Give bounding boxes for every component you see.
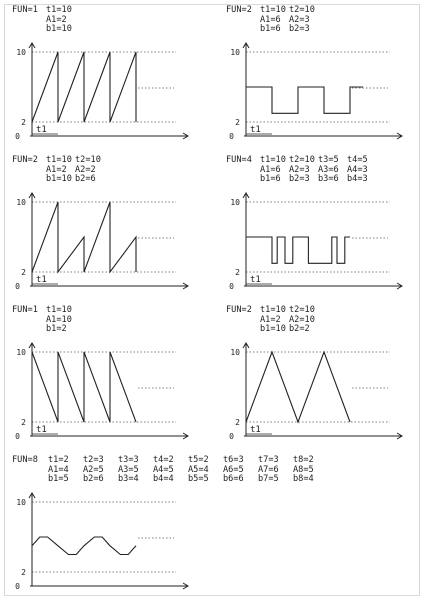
waveform-panel-fun2-alternating-sawtooth	[12, 156, 202, 296]
param-value: b2=3	[289, 24, 310, 35]
waveform-plot	[226, 306, 416, 446]
y-label-2: 2	[235, 418, 240, 427]
param-value: A1=2	[260, 314, 281, 325]
param-value: b4=3	[347, 174, 368, 185]
waveform-line	[246, 87, 363, 113]
y-label-0: 0	[229, 432, 234, 441]
param-value: b2=2	[289, 324, 310, 335]
waveform-line	[32, 352, 136, 422]
param-value: A7=6	[258, 464, 279, 475]
fun-label: FUN=4	[226, 155, 252, 165]
param-value: b1=6	[260, 174, 281, 185]
t1-label: t1	[36, 425, 47, 435]
t1-label: t1	[36, 125, 47, 135]
param-value: b2=6	[75, 174, 96, 185]
t1-label: t1	[36, 275, 47, 285]
param-value: t2=10	[289, 5, 315, 15]
waveform-line	[246, 237, 350, 263]
param-value: A2=10	[289, 314, 315, 325]
param-value: t7=3	[258, 455, 279, 465]
fun-label: FUN=2	[226, 305, 252, 315]
y-label-2: 2	[235, 118, 240, 127]
param-value: A3=5	[118, 464, 139, 475]
y-label-0: 0	[15, 582, 20, 591]
param-value: b5=5	[188, 474, 209, 485]
y-label-10: 10	[16, 48, 26, 57]
waveform-line	[246, 352, 350, 422]
param-value: t4=2	[153, 455, 174, 465]
param-value: A6=5	[223, 464, 244, 475]
param-value: b1=5	[48, 474, 69, 485]
y-label-10: 10	[16, 198, 26, 207]
param-value: b3=4	[118, 474, 139, 485]
param-value: t1=10	[260, 5, 286, 15]
y-label-0: 0	[229, 282, 234, 291]
fun-label: FUN=2	[12, 155, 38, 165]
fun-label: FUN=1	[12, 5, 38, 15]
param-value: t8=2	[293, 455, 314, 465]
param-value: t5=2	[188, 455, 209, 465]
waveform-plot	[226, 6, 416, 146]
param-value: b2=3	[289, 174, 310, 185]
waveform-line	[32, 537, 136, 555]
y-label-10: 10	[230, 348, 240, 357]
fun-label: FUN=2	[226, 5, 252, 15]
param-value: t2=10	[289, 305, 315, 315]
t1-label: t1	[250, 125, 261, 135]
waveform-plot	[226, 156, 416, 296]
y-label-0: 0	[15, 432, 20, 441]
param-value: A1=4	[48, 464, 69, 475]
param-value: t1=10	[260, 155, 286, 165]
param-value: b2=6	[83, 474, 104, 485]
y-label-2: 2	[21, 568, 26, 577]
param-value: A1=6	[260, 164, 281, 175]
param-value: A1=2	[46, 14, 67, 25]
fun-label: FUN=1	[12, 305, 38, 315]
param-value: t1=10	[46, 5, 72, 15]
param-value: A1=10	[46, 314, 72, 325]
y-label-2: 2	[235, 268, 240, 277]
param-value: t1=10	[46, 305, 72, 315]
param-value: t4=5	[347, 155, 368, 165]
y-label-0: 0	[15, 282, 20, 291]
param-value: b1=10	[46, 174, 72, 185]
param-value: b7=5	[258, 474, 279, 485]
param-value: t2=10	[75, 155, 101, 165]
t1-label: t1	[250, 275, 261, 285]
waveform-panel-fun4-multi-square	[226, 156, 416, 296]
waveform-panel-fun2-triangle	[226, 306, 416, 446]
y-label-0: 0	[15, 132, 20, 141]
y-label-10: 10	[16, 498, 26, 507]
param-value: A4=3	[347, 164, 368, 175]
param-value: A8=5	[293, 464, 314, 475]
param-value: t2=3	[83, 455, 104, 465]
param-value: b1=6	[260, 24, 281, 35]
waveform-plot	[12, 456, 202, 596]
waveform-plot	[12, 306, 202, 446]
y-label-2: 2	[21, 418, 26, 427]
param-value: t3=5	[318, 155, 339, 165]
param-value: b3=6	[318, 174, 339, 185]
param-value: A2=3	[289, 164, 310, 175]
param-value: t6=3	[223, 455, 244, 465]
waveform-panel-fun8-sine	[12, 456, 342, 596]
param-value: A5=4	[188, 464, 209, 475]
waveform-line	[32, 202, 136, 272]
waveform-plot	[12, 6, 202, 146]
fun-label: FUN=8	[12, 455, 38, 465]
param-value: A3=6	[318, 164, 339, 175]
param-value: b4=4	[153, 474, 174, 485]
waveform-panel-fun1-down-sawtooth	[12, 306, 202, 446]
y-label-2: 2	[21, 268, 26, 277]
waveform-plot	[12, 156, 202, 296]
waveform-line	[32, 52, 136, 122]
param-value: t3=3	[118, 455, 139, 465]
param-value: t1=10	[46, 155, 72, 165]
param-value: b1=2	[46, 324, 67, 335]
param-value: A2=5	[83, 464, 104, 475]
y-label-2: 2	[21, 118, 26, 127]
param-value: b8=4	[293, 474, 314, 485]
param-value: b1=10	[260, 324, 286, 335]
param-value: b1=10	[46, 24, 72, 35]
y-label-0: 0	[229, 132, 234, 141]
t1-label: t1	[250, 425, 261, 435]
param-value: t1=10	[260, 305, 286, 315]
param-value: A2=2	[75, 164, 96, 175]
param-value: A1=6	[260, 14, 281, 25]
param-value: A4=5	[153, 464, 174, 475]
y-label-10: 10	[16, 348, 26, 357]
param-value: t1=2	[48, 455, 69, 465]
param-value: A1=2	[46, 164, 67, 175]
waveform-panel-fun2-square	[226, 6, 416, 146]
param-value: b6=6	[223, 474, 244, 485]
param-value: A2=3	[289, 14, 310, 25]
waveform-panel-fun1-sawtooth	[12, 6, 202, 146]
param-value: t2=10	[289, 155, 315, 165]
y-label-10: 10	[230, 198, 240, 207]
y-label-10: 10	[230, 48, 240, 57]
